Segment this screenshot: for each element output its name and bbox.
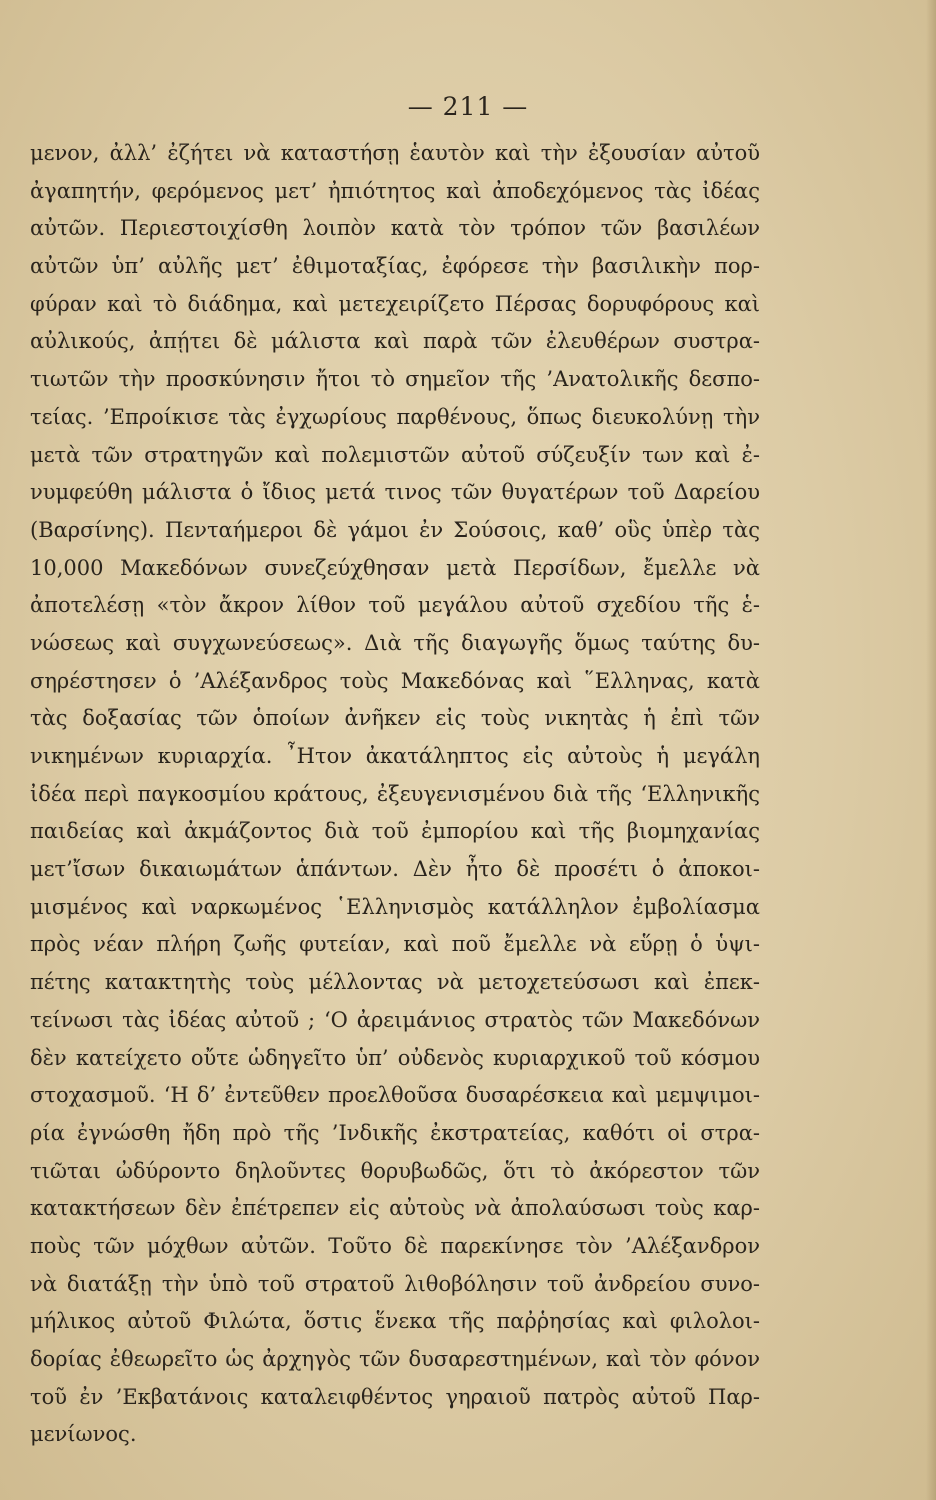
text-line: παιδείας καὶ ἀκμάζοντος διὰ τοῦ ἐμπορίου καὶ τῆς βιομηχανίας [30, 819, 760, 844]
text-line: μήλικος αὐτοῦ Φιλώτα, ὅστις ἕνεκα τῆς παῤῥησίας καὶ φιλολοι- [30, 1309, 760, 1334]
text-line: νικημένων κυριαρχία. ῏Ητον ἀκατάληπτος εἰς αὐτοὺς ἡ μεγάλη [30, 744, 760, 768]
text-line: 10,000 Μακεδόνων συνεζεύχθησαν μετὰ Περσίδων, ἔμελλε νὰ [30, 555, 760, 580]
page-edge-shadow [926, 0, 936, 1500]
text-line: σηρέστησεν ὁ ’Αλέξανδρος τοὺς Μακεδόνας καὶ ῞Ελληνας, κατὰ [30, 668, 760, 693]
text-line: μενον, ἀλλ’ ἐζήτει νὰ καταστήσῃ ἑαυτὸν καὶ τὴν ἐξουσίαν αὐτοῦ [30, 141, 760, 165]
text-line: αὐτῶν. Περιεστοιχίσθη λοιπὸν κατὰ τὸν τρόπον τῶν βασιλέων [30, 216, 760, 241]
text-line: ἀγαπητήν, φερόμενος μετ’ ἠπιότητος καὶ ἀποδεχόμενος τὰς ἰδέας [30, 178, 760, 203]
text-line: νὰ διατάξῃ τὴν ὑπὸ τοῦ στρατοῦ λιθοβόλησιν τοῦ ἀνδρείου συνο- [30, 1271, 760, 1296]
text-line: τείας. ’Επροίκισε τὰς ἐγχωρίους παρθένους, ὅπως διευκολύνῃ τὴν [30, 404, 760, 429]
text-line: νώσεως καὶ συγχωνεύσεως». Διὰ τῆς διαγωγῆς ὅμως ταύτης δυ- [30, 630, 760, 655]
text-line: δὲν κατείχετο οὔτε ὡδηγεῖτο ὑπ’ οὐδενὸς κυριαρχικοῦ τοῦ κόσμου [30, 1045, 760, 1070]
text-line: ἀποτελέσῃ «τὸν ἄκρον λίθον τοῦ μεγάλου αὐτοῦ σχεδίου τῆς ἑ- [30, 593, 760, 618]
text-line: τιωτῶν τὴν προσκύνησιν ἤτοι τὸ σημεῖον τῆς ’Ανατολικῆς δεσπο- [30, 367, 760, 392]
text-line: (Βαρσίνης). Πενταήμεροι δὲ γάμοι ἐν Σούσοις, καθ’ οὓς ὑπὲρ τὰς [30, 517, 760, 542]
text-line: κατακτήσεων δὲν ἐπέτρεπεν εἰς αὐτοὺς νὰ ἀπολαύσωσι τοὺς καρ- [30, 1196, 760, 1221]
text-line: τείνωσι τὰς ἰδέας αὐτοῦ ; ‘Ο ἀρειμάνιος στρατὸς τῶν Μακεδόνων [30, 1007, 760, 1032]
text-line: ποὺς τῶν μόχθων αὐτῶν. Τοῦτο δὲ παρεκίνησε τὸν ’Αλέξανδρον [30, 1233, 760, 1258]
text-line: πρὸς νέαν πλήρη ζωῆς φυτείαν, καὶ ποῦ ἔμελλε νὰ εὕρῃ ὁ ὑψι- [30, 932, 760, 957]
text-line: τοῦ ἐν ’Εκβατάνοις καταλειφθέντος γηραιοῦ πατρὸς αὐτοῦ Παρ- [30, 1384, 760, 1409]
text-line: αὐτῶν ὑπ’ αὐλῆς μετ’ ἐθιμοταξίας, ἐφόρεσε τὴν βασιλικὴν πορ- [30, 254, 760, 279]
page-number: — 211 — [407, 92, 529, 121]
text-line: πέτης κατακτητὴς τοὺς μέλλοντας νὰ μετοχετεύσωσι καὶ ἐπεκ- [30, 970, 760, 995]
text-line: δορίας ἐθεωρεῖτο ὡς ἀρχηγὸς τῶν δυσαρεστημένων, καὶ τὸν φόνον [30, 1347, 760, 1371]
text-line: στοχασμοῦ. ‘Η δ’ ἐντεῦθεν προελθοῦσα δυσαρέσκεια καὶ μεμψιμοι- [30, 1083, 760, 1108]
text-line: μετὰ τῶν στρατηγῶν καὶ πολεμιστῶν αὐτοῦ σύζευξίν των καὶ ἐ- [30, 442, 760, 467]
text-line: τὰς δοξασίας τῶν ὁποίων ἀνῆκεν εἰς τοὺς νικητὰς ἡ ἐπὶ τῶν [30, 706, 760, 731]
text-line: αὐλικούς, ἀπῄτει δὲ μάλιστα καὶ παρὰ τῶν ἐλευθέρων συστρα- [30, 329, 760, 354]
text-line: φύραν καὶ τὸ διάδημα, καὶ μετεχειρίζετο Πέρσας δορυφόρους καὶ [30, 291, 760, 316]
text-line: ρία ἐγνώσθη ἤδη πρὸ τῆς ’Ινδικῆς ἐκστρατείας, καθότι οἱ στρα- [30, 1120, 760, 1145]
text-line: μετ’ἴσων δικαιωμάτων ἁπάντων. Δὲν ἦτο δὲ προσέτι ὁ ἀποκοι- [30, 857, 760, 882]
text-line: μενίωνος. [30, 1422, 137, 1447]
text-line: νυμφεύθη μάλιστα ὁ ἴδιος μετά τινος τῶν θυγατέρων τοῦ Δαρείου [30, 480, 760, 505]
text-line: τιῶται ὠδύροντο δηλοῦντες θορυβωδῶς, ὅτι τὸ ἀκόρεστον τῶν [30, 1158, 760, 1183]
body-text [30, 135, 760, 1454]
text-line: μισμένος καὶ ναρκωμένος ῾Ελληνισμὸς κατάλληλον ἐμβολίασμα [30, 894, 760, 919]
text-line: ἰδέα περὶ παγκοσμίου κράτους, ἐξευγενισμένου διὰ τῆς ‘Ελληνικῆς [30, 781, 760, 806]
